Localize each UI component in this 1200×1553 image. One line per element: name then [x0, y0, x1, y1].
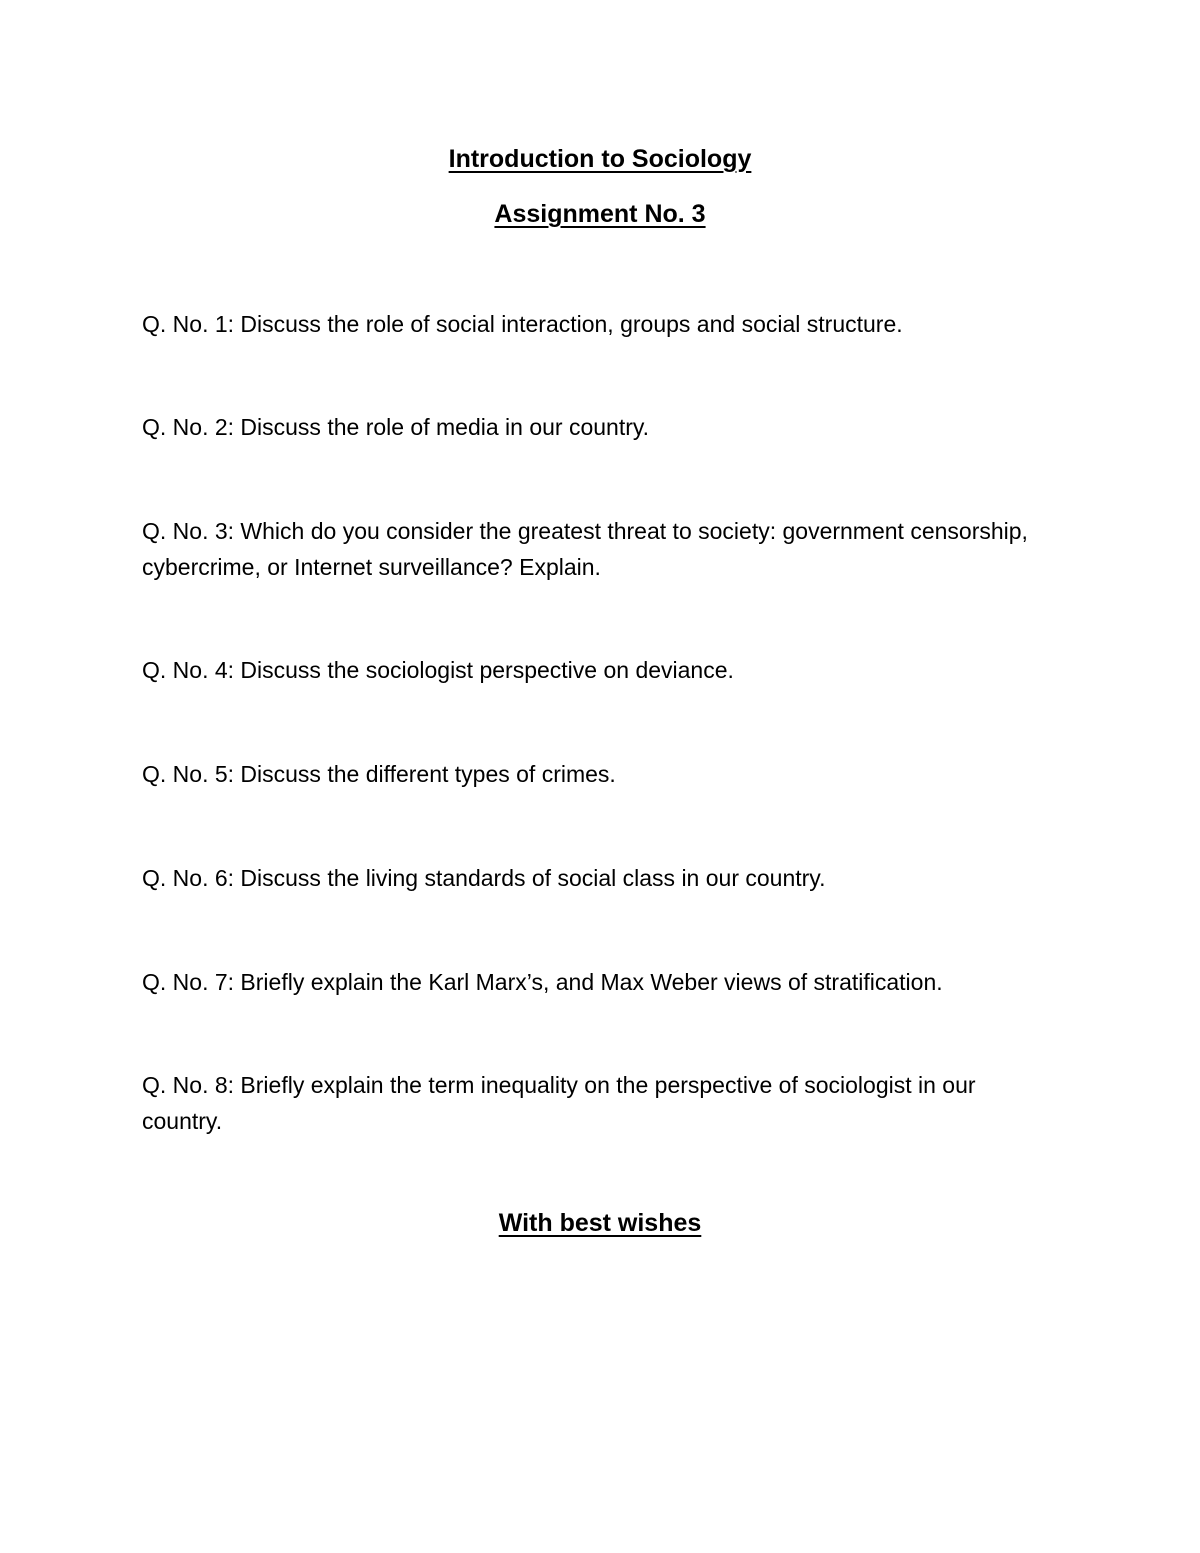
question-4: Q. No. 4: Discuss the sociologist perspective on deviance.	[142, 657, 734, 683]
question-6: Q. No. 6: Discuss the living standards of social class in our country.	[142, 865, 826, 891]
question-5: Q. No. 5: Discuss the different types of crimes.	[142, 761, 616, 787]
question-1: Q. No. 1: Discuss the role of social interaction, groups and social structure.	[142, 311, 903, 337]
assignment-number: Assignment No. 3	[494, 200, 706, 228]
document-title: Introduction to Sociology	[448, 145, 752, 173]
question-8: Q. No. 8: Briefly explain the term inequality on the perspective of sociologist in our country.	[142, 1072, 976, 1134]
question-2: Q. No. 2: Discuss the role of media in our country.	[142, 414, 650, 440]
question-7: Q. No. 7: Briefly explain the Karl Marx’s, and Max Weber views of stratification.	[142, 969, 943, 995]
closing-note: With best wishes	[498, 1209, 702, 1237]
question-3: Q. No. 3: Which do you consider the greatest threat to society: government censorship, cybercrime, or Internet surveillance? Explain.	[142, 518, 1028, 580]
